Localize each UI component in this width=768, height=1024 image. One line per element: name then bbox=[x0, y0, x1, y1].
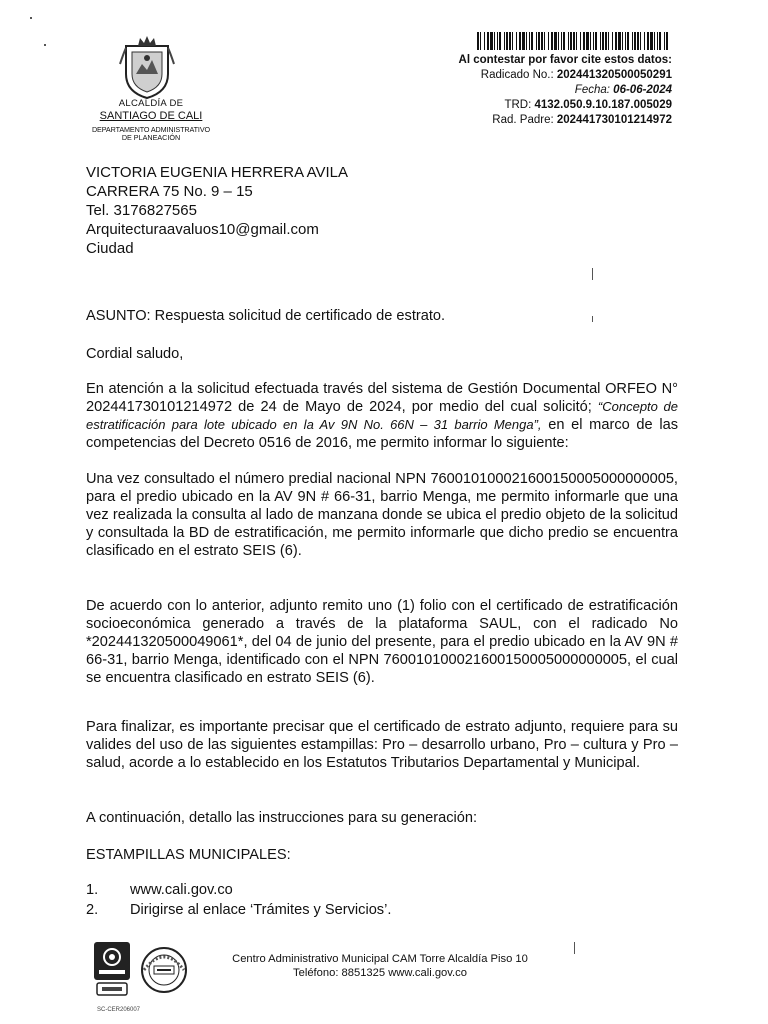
padre-line bbox=[459, 113, 672, 128]
padre-value: 202441730101214972 bbox=[556, 114, 672, 126]
list-item bbox=[86, 880, 391, 900]
department-line1: DEPARTAMENTO ADMINISTRATIVO bbox=[91, 124, 211, 134]
footer-line2: Teléfono: 8851325 www.cali.gov.co bbox=[293, 967, 467, 979]
footer-line1: Centro Administrativo Municipal CAM Torre Alcaldía Piso 10 bbox=[232, 953, 528, 965]
footer-address bbox=[190, 952, 570, 980]
icontec-iso9001-logo-icon bbox=[93, 941, 131, 999]
paragraph-1 bbox=[86, 380, 678, 452]
list-item-number: 1. bbox=[86, 882, 99, 898]
steps-list bbox=[86, 880, 391, 920]
scan-speck bbox=[44, 44, 46, 46]
coat-of-arms-icon bbox=[118, 34, 176, 100]
section-title: ESTAMPILLAS MUNICIPALES: bbox=[86, 847, 291, 863]
subject-line: ASUNTO: Respuesta solicitud de certificado de estrato. bbox=[86, 308, 446, 324]
fecha-label: Fecha: bbox=[574, 84, 610, 96]
list-item bbox=[86, 900, 391, 920]
certificate-code: SC-CER206007 bbox=[97, 1007, 141, 1013]
paragraph-2: Una vez consultado el número predial nacional NPN 760010100021600150005000000005, para el predio ubicado en la AV 9N # 66-31, barrio Menga, me permito informarle que una vez realizada la consulta al lado de manzana donde se ubica el predio objeto de la solicitud y consultada la BD de estratificación, me permito informarle que dicho predio se encuentra clasificado en el estrato SEIS (6). bbox=[86, 471, 678, 559]
fecha-line bbox=[459, 83, 672, 98]
list-item-text: www.cali.gov.co bbox=[130, 882, 233, 898]
entity-line2: SANTIAGO DE CALI bbox=[99, 109, 203, 122]
entity-line1: ALCALDÍA DE bbox=[118, 98, 184, 109]
scan-speck bbox=[592, 268, 593, 280]
paragraph-3: De acuerdo con lo anterior, adjunto remito uno (1) folio con el certificado de estratificación socioeconómica generado a través de la plataforma SAUL, con el radicado No *202441320500049061*, del 04 de junio del presente, para el predio ubicado en la AV 9N # 66-31, barrio Menga, identificado con el NPN 760010100021600150005000000005, el cual se encuentra clasificado en estrato SEIS (6). bbox=[86, 598, 678, 686]
radicado-instruction: Al contestar por favor cite estos datos: bbox=[458, 54, 672, 66]
list-item-text: Dirigirse al enlace ‘Trámites y Servicios’. bbox=[130, 902, 392, 918]
iqnet-certification-logo-icon bbox=[140, 946, 188, 994]
scan-speck bbox=[592, 316, 593, 322]
paragraph-5: A continuación, detallo las instrucciones para su generación: bbox=[86, 810, 478, 826]
department-line2: DE PLANEACIÓN bbox=[121, 132, 181, 142]
recipient-block bbox=[86, 163, 348, 258]
fecha-value: 06-06-2024 bbox=[613, 84, 672, 96]
recipient-city: Ciudad bbox=[86, 240, 134, 257]
recipient-email: Arquitecturaavaluos10@gmail.com bbox=[86, 221, 319, 238]
radicado-number-line bbox=[459, 68, 672, 83]
radicado-block bbox=[459, 53, 672, 128]
paragraph-4: Para finalizar, es importante precisar que el certificado de estrato adjunto, requiere para su valides del uso de las siguientes estampillas: Pro – desarrollo urbano, Pro – cultura y Pro – salud, acorde a lo establecido en los Estatutos Tributarios Departamental y Municipal. bbox=[86, 719, 678, 771]
paragraph-1-after: en el marco de las competencias del Decreto 0516 de 2016, me permito informar lo siguiente: bbox=[86, 417, 678, 451]
barcode-icon bbox=[477, 32, 671, 50]
scan-speck bbox=[30, 17, 32, 19]
paragraph-1-quote: “Concepto de estratificación para lote ubicado en la Av 9N No. 66N – 31 barrio Menga”, bbox=[86, 399, 678, 432]
radicado-label: Radicado No.: bbox=[480, 69, 554, 81]
recipient-phone: Tel. 3176827565 bbox=[86, 202, 197, 219]
radicado-value: 202441320500050291 bbox=[556, 69, 672, 81]
scan-speck bbox=[574, 942, 575, 954]
recipient-name: VICTORIA EUGENIA HERRERA AVILA bbox=[86, 164, 349, 181]
padre-label: Rad. Padre: bbox=[492, 114, 554, 126]
entity-block bbox=[88, 99, 214, 142]
trd-value: 4132.050.9.10.187.005029 bbox=[534, 99, 672, 111]
list-item-number: 2. bbox=[86, 902, 99, 918]
paragraph-1-before: En atención a la solicitud efectuada través del sistema de Gestión Documental ORFEO N° 202441730101214972 de 24 de Mayo de 2024, por medio del cual solicitó; bbox=[86, 381, 678, 415]
trd-line bbox=[459, 98, 672, 113]
trd-label: TRD: bbox=[504, 99, 532, 111]
greeting: Cordial saludo, bbox=[86, 346, 184, 362]
recipient-address: CARRERA 75 No. 9 – 15 bbox=[86, 183, 253, 200]
